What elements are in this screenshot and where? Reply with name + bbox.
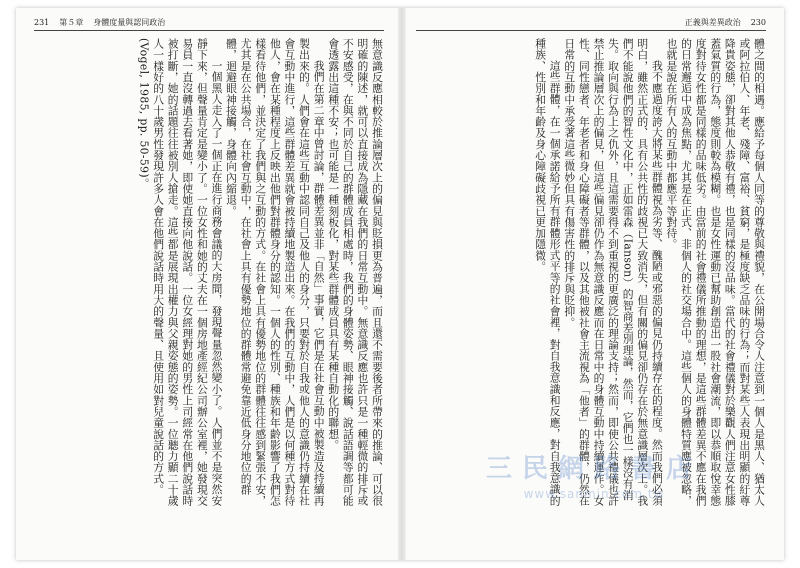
right-paragraph: 我不應過度誇大將某些群體視為劣等、醜陋或邪惡的偏見仍持續存在的程度。然而我們必須明白，雖然正式的、具有公共性的歧視已大致消失，但有關的偏見卻仍存在於無意識層次上。我們不能說他們的智性文化中，正如雷森（Ianson）的智商差別理論，然而，它們也一樣沒有消失。取向與行為上之仇外，且這需要得不到重視的更廣泛的理論支持；然而，即使公共禮儀也許禁止推論層次上的偏見，但這些偏見卻仍作為無意識反應而在日常中的身體互動中持續運作。女性、同性戀者、年老者和身心障礙者等群體，以及其他被社會主流視為「他者」的群體，仍然在日常的互動中承受著這些微妙但具有傷害性的排斥與貶抑。	[563, 38, 664, 507]
left-chapter-label: 第５章	[59, 17, 84, 27]
right-paragraph: 這些群體，在一個承諾給予所有群體形式平等的社會裡，對自我意識和反應，對自我意識的種族、性別和年齡及身心障礙歧視已更加隱微。	[534, 38, 562, 506]
left-header-rule	[34, 30, 384, 31]
left-running-title: 身體度量與認同政治	[93, 17, 166, 27]
right-page-body	[420, 38, 766, 508]
left-page-header	[34, 14, 165, 30]
book-spread	[16, 8, 784, 560]
right-header-rule	[416, 30, 766, 31]
right-running-title: 正義與差異政治	[684, 17, 741, 27]
watermark-url: www.sanmin.com.tw	[523, 487, 665, 501]
left-page-number: 231	[34, 17, 50, 27]
left-paragraph: 一個黑人走入了一個正在進行商務會議的大房間，發現聲量忽然變小了。人們並不是突然安靜下來，但聲量肯定是變小了。一位女性和她的丈夫在一個房地產經紀公司辦公室裡，她發現交易員一直沒轉過去看著她，即使她直接向他說話。一位女經理對她的男性上司經常在他們說話時被打斷，她的話題往往被別人搶走。這些都是展現出權力與父親姿態的姿勢。一位聽力顯二十歲人一樣好的八十歲男性發現許多人會在他們說話時用大的聲量、且使用如對兒童說話的方式。(Vogel, 1985, pp. 50-59)。	[137, 38, 224, 507]
right-paragraph: 體之間的相遇。應給予每個人同等的尊敬與禮貌，在公開場合令人注意到一個人是黑人、猶太人或阿拉伯人、年老、殘障、富裕、貧窮，是極度缺乏品味的行為；而對某些人表現出明顯的紆尊降貴姿態，卻對其他人恭敬有禮，也是同樣的沒品味。當代的社會禮儀對於樂觀人們注意女性膝蓋氣質的行為，態度則較為模糊。也是女性運動已幫助創造出一股社會潮流，即以恭順取悅幸態度對待女性都是同樣的品味低劣。由當前的社會禮儀所推動的理想，是這些群體差異不應在我們的日常邂逅中成為焦點，尤其是在正式、非個人的社交場合中。這些個人的身體特質應被忽略，也就是說在所有人的互動中都應平等對待。	[665, 38, 766, 507]
book-gutter	[398, 8, 406, 560]
watermark-name: 三民網路書店	[486, 454, 703, 484]
left-page-body	[38, 38, 384, 508]
left-paragraph: 我們在第二章中曾討論，群體差異並非「自然」事實，它們是在社會互動中被製造及持續再製出來的。人們會在這些互動中認同自己及他人的身分，只要對於自我或他人的意識仍持續在社會互動中進行，這些群體差異就會被持續地製造出來。在我們的互動中，人們是以何種方式對待他人，會在某種程度上反映出他們對群體身分的認知。一個人的性別、種族和年齡影響了我們怎樣看待他們，並決定了我們與之互動的方式。在社會上具有優勢地位的群體往往感到緊張不安，尤其是在公共場合，在社會互動中，在社會上具有優勢地位的群體常避免靠近低身分地位的群體，迴避眼神接觸，身體向內縮退。	[225, 38, 326, 507]
publisher-watermark	[486, 448, 702, 501]
right-page-header	[685, 14, 766, 30]
right-page-number: 230	[750, 17, 766, 27]
left-paragraph: 無意識反應相較於推論層次上的偏見與貶損更為普遍，而且還不需要後者所帶來的推論、可以很明確的陳述，就可以直接成為隱藏在我們的日常互動中。無意識反應也許只是一種輕微的排斥或不安感受，在與不同於自己的群體成員相處時，我們的身體姿勢、眼神接觸、說話語調等都可能會透露出這種不安；也可能是一種刻板化，對某些群體成員具有某種自動化的聯想。	[327, 38, 384, 507]
